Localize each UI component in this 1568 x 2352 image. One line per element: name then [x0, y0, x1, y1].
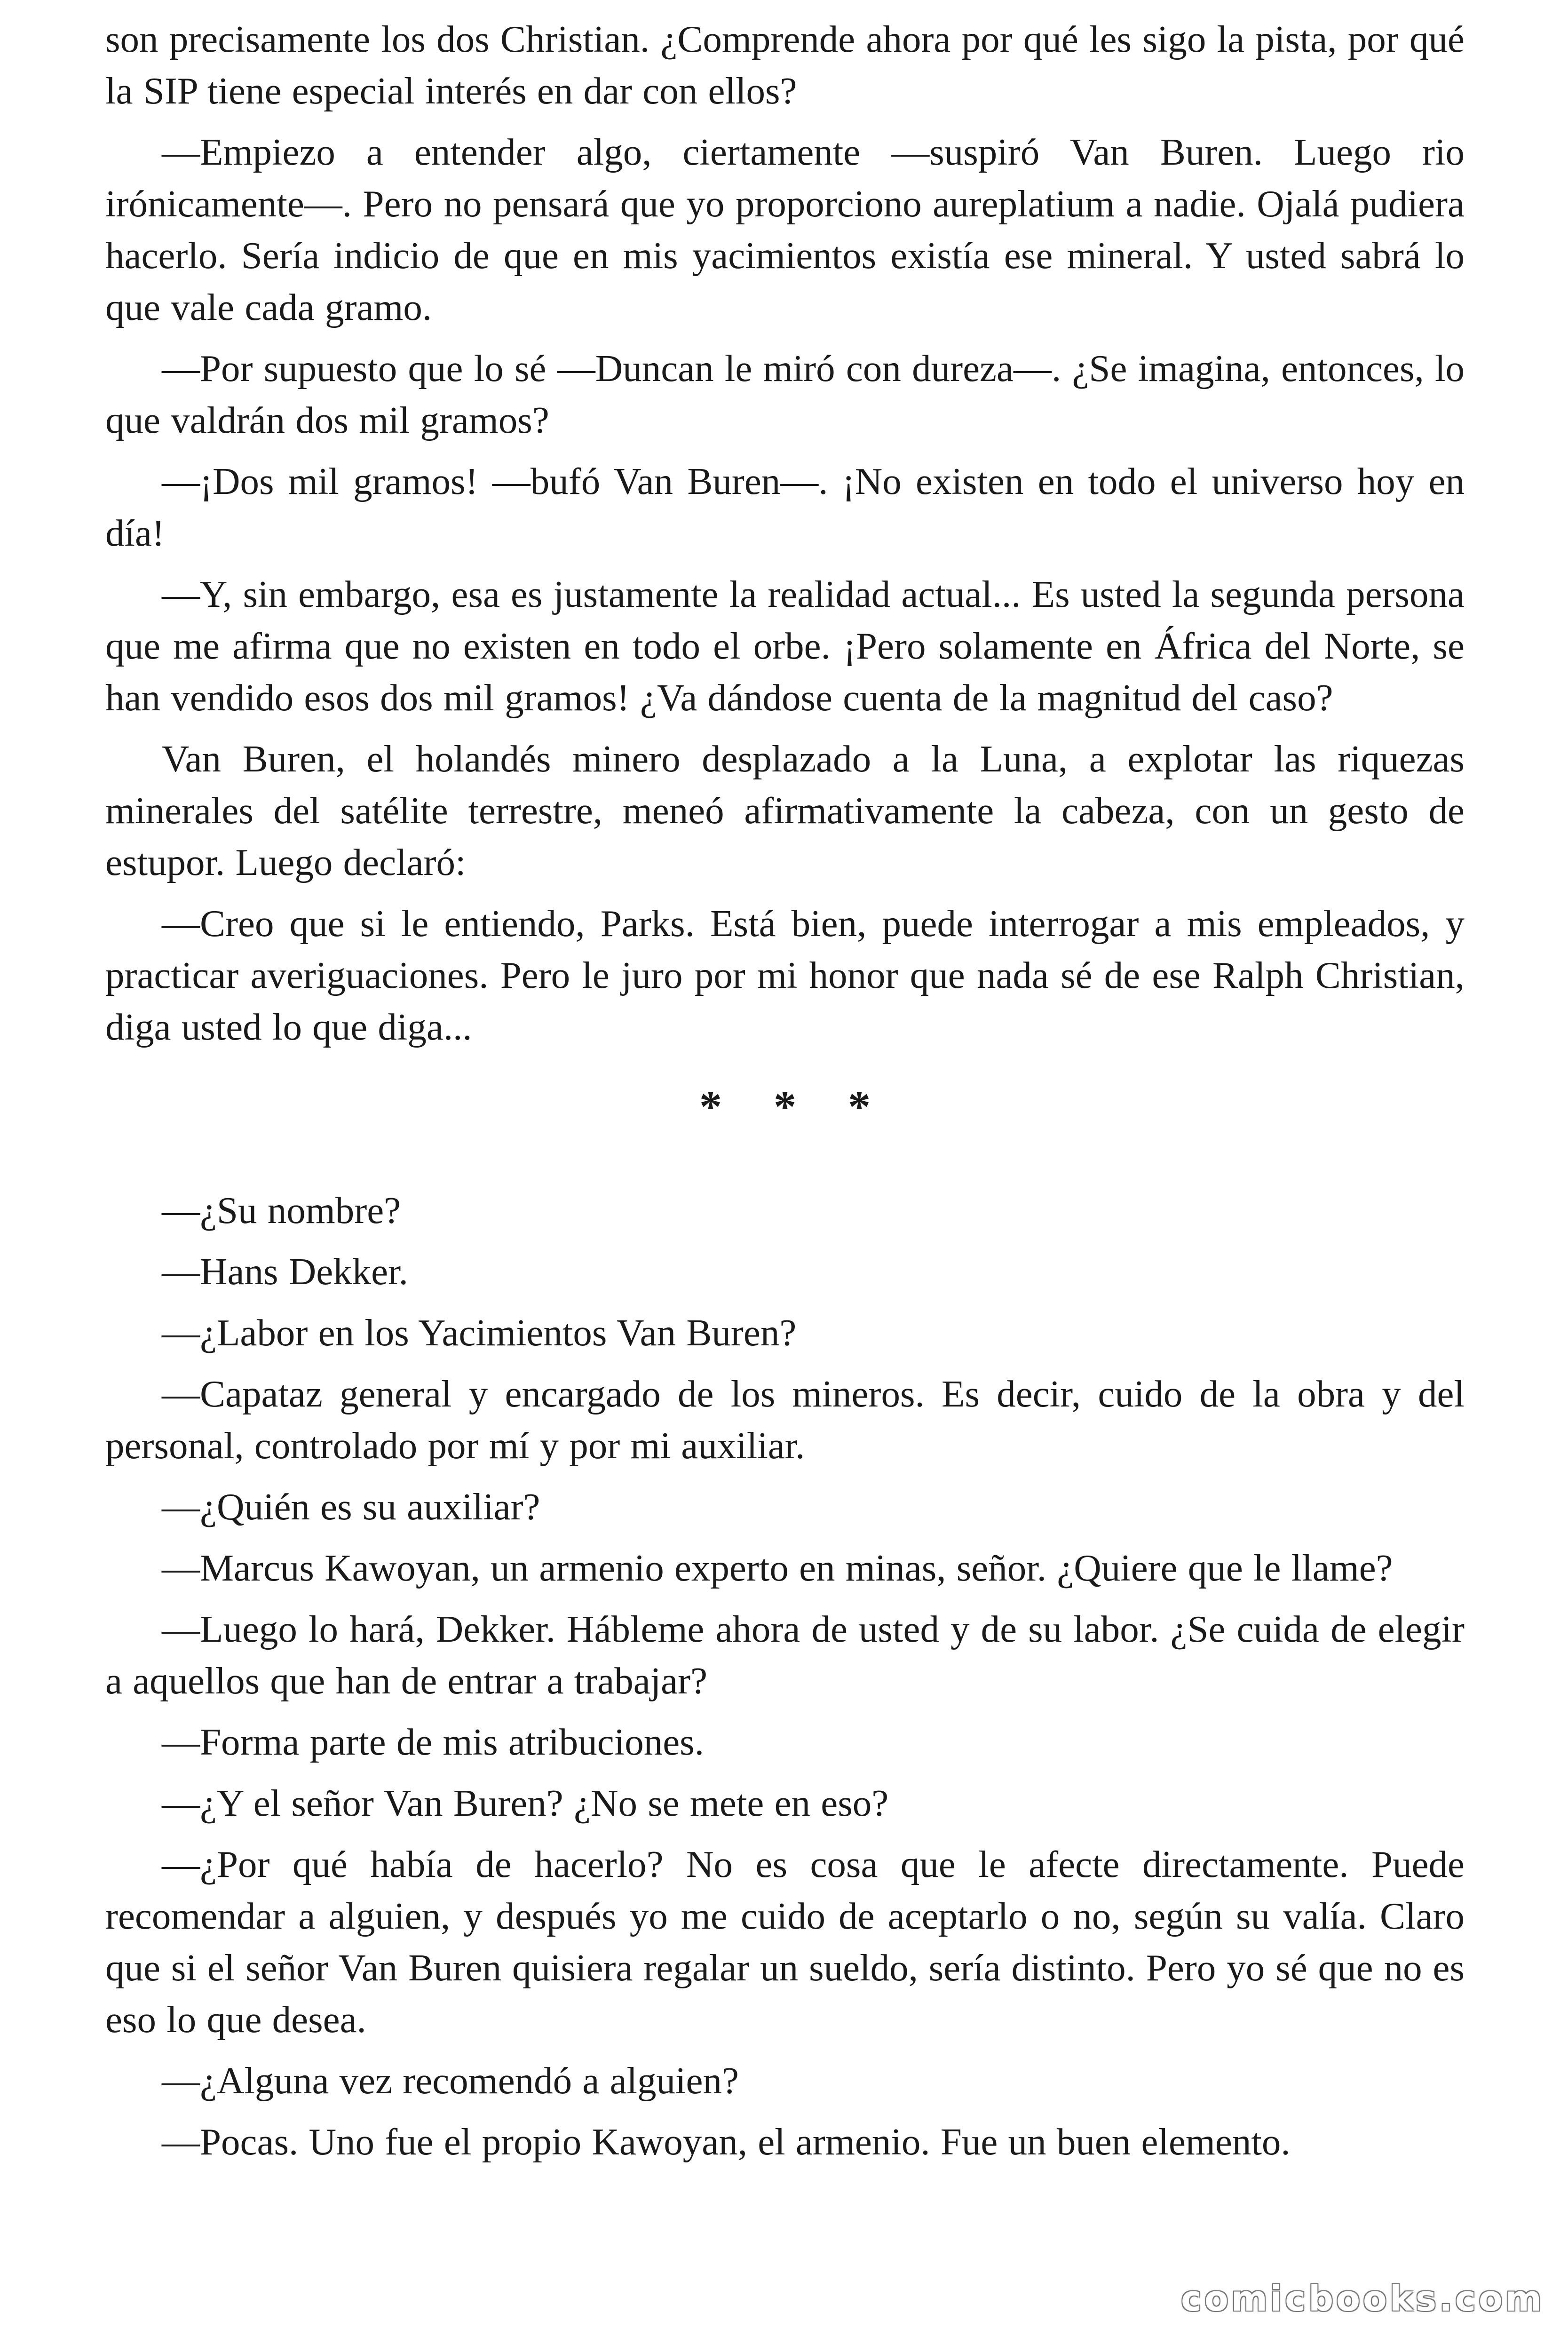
paragraph: —¿Por qué había de hacerlo? No es cosa que le afecte directamente. Puede recomendar a alguien, y después yo me cuido de aceptarlo o no, según su valía. Claro que si el señor Van Buren quisiera regalar un sueldo, sería distinto. Pero yo sé que no es eso lo que desea.: [105, 1843, 1465, 2041]
paragraph: —Pocas. Uno fue el propio Kawoyan, el armenio. Fue un buen elemento.: [162, 2121, 1291, 2163]
paragraph: —Empiezo a entender algo, ciertamente —suspiró Van Buren. Luego rio irónicamente—. Pero no pensará que yo proporciono aureplatium a nadie. Ojalá pudiera hacerlo. Sería indicio de que en mis yacimientos existía ese mineral. Y usted sabrá lo que vale cada gramo.: [105, 131, 1465, 328]
paragraph: —¿Y el señor Van Buren? ¿No se mete en eso?: [162, 1782, 889, 1824]
paragraph: —Capataz general y encargado de los mineros. Es decir, cuido de la obra y del personal, controlado por mí y por mi auxiliar.: [105, 1373, 1465, 1467]
paragraph: —¡Dos mil gramos! —bufó Van Buren—. ¡No existen en todo el universo hoy en día!: [105, 460, 1465, 554]
separator-asterisk: *: [699, 1081, 774, 1132]
separator-asterisk: *: [774, 1081, 848, 1132]
paragraph: son precisamente los dos Christian. ¿Comprende ahora por qué les sigo la pista, por qué la SIP tiene especial interés en dar con ellos?: [105, 18, 1465, 112]
separator-asterisk: *: [848, 1081, 922, 1132]
paragraph: —Creo que si le entiendo, Parks. Está bien, puede interrogar a mis empleados, y practicar averiguaciones. Pero le juro por mi honor que nada sé de ese Ralph Christian, diga usted lo que diga...: [105, 902, 1465, 1048]
paragraph: —¿Quién es su auxiliar?: [162, 1486, 540, 1528]
paragraph: —Por supuesto que lo sé —Duncan le miró con dureza—. ¿Se imagina, entonces, lo que valdrán dos mil gramos?: [105, 347, 1465, 441]
paragraph: —Y, sin embargo, esa es justamente la realidad actual... Es usted la segunda persona que me afirma que no existen en todo el orbe. ¡Pero solamente en África del Norte, se han vendido esos dos mil gramos! ¿Va dándose cuenta de la magnitud del caso?: [105, 573, 1465, 719]
paragraph: Van Buren, el holandés minero desplazado a la Luna, a explotar las riquezas minerales del satélite terrestre, meneó afirmativamente la cabeza, con un gesto de estupor. Luego declaró:: [105, 738, 1465, 883]
paragraph: —Luego lo hará, Dekker. Hábleme ahora de usted y de su labor. ¿Se cuida de elegir a aquellos que han de entrar a trabajar?: [105, 1608, 1465, 1702]
paragraph: —¿Su nombre?: [162, 1189, 401, 1232]
paragraph: —Marcus Kawoyan, un armenio experto en minas, señor. ¿Quiere que le llame?: [162, 1547, 1393, 1589]
paragraph: —Forma parte de mis atribuciones.: [162, 1721, 704, 1763]
paragraph: —Hans Dekker.: [162, 1250, 408, 1293]
paragraph: —¿Labor en los Yacimientos Van Buren?: [162, 1311, 797, 1354]
scene-separator: [105, 1081, 1465, 1133]
paragraph: —¿Alguna vez recomendó a alguien?: [162, 2059, 739, 2102]
watermark: comicbooks.com: [1181, 2279, 1544, 2319]
book-page: [105, 13, 1465, 2177]
